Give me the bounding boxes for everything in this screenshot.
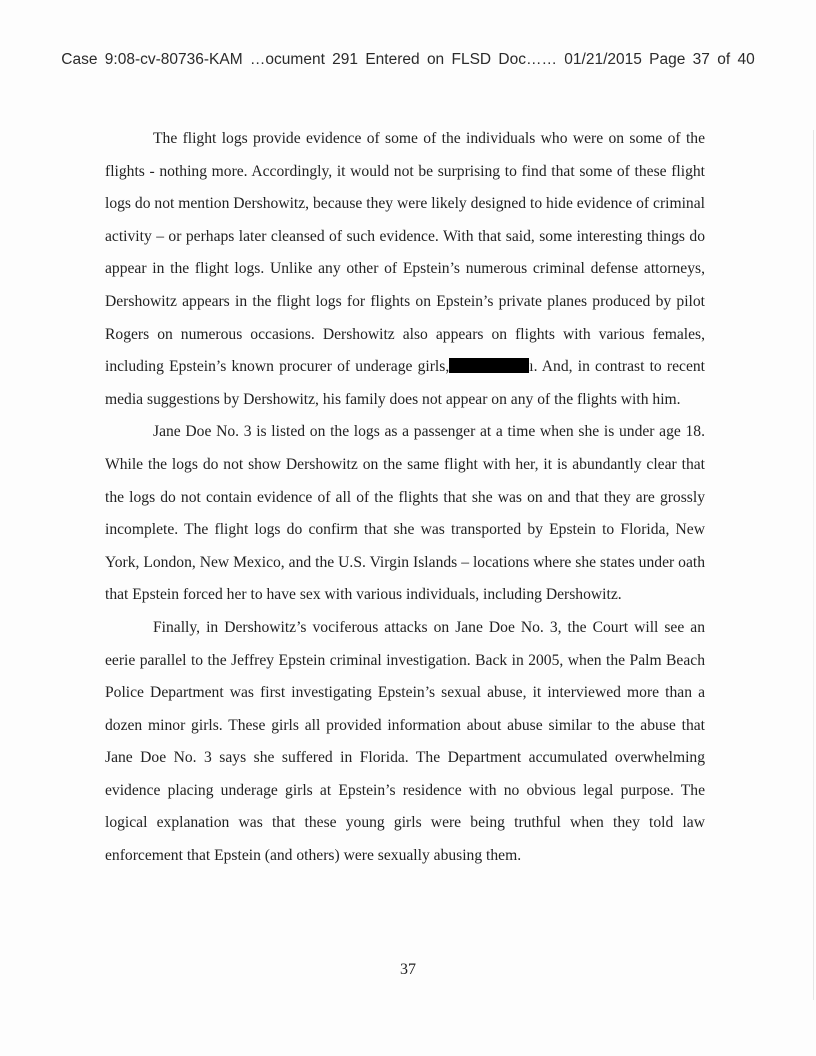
paragraph-text: ı. And, in contrast to recent media suggestions by Dershowitz, his family does not appear on any of the flights with him. bbox=[105, 358, 706, 408]
paragraph-flight-logs bbox=[105, 123, 705, 416]
redaction-block bbox=[449, 358, 529, 373]
document-body bbox=[105, 123, 705, 873]
paragraph-jane-doe: Jane Doe No. 3 is listed on the logs as a passenger at a time when she is under age 18. While the logs do not show Dershowitz on the same flight with her, it is abundantly clear that the logs do not contain evidence of all of the flights that she was on and that they are grossly incomplete. The flight logs do confirm that she was transported by Epstein to Florida, New York, London, New Mexico, and the U.S. Virgin Islands – locations where she states under oath that Epstein forced her to have sex with various individuals, including Dershowitz. bbox=[105, 423, 705, 604]
paragraph-investigation: Finally, in Dershowitz’s vociferous attacks on Jane Doe No. 3, the Court will see an eerie parallel to the Jeffrey Epstein criminal investigation. Back in 2005, when the Palm Beach Police Department was first investigating Epstein’s sexual abuse, it interviewed more than a dozen minor girls. These girls all provided information about abuse similar to the abuse that Jane Doe No. 3 says she suffered in Florida. The Department accumulated overwhelming evidence placing underage girls at Epstein’s residence with no obvious legal purpose. The logical explanation was that these young girls were being truthful when they told law enforcement that Epstein (and others) were sexually abusing them. bbox=[105, 618, 705, 865]
paragraph-text: The flight logs provide evidence of some of the individuals who were on some of the flights - nothing more. Accordingly, it would not be surprising to find that some of these flight logs do not mention Dershowitz, because they were likely designed to hide evidence of criminal activity – or perhaps later cleansed of such evidence. With that said, some interesting things do appear in the flight logs. Unlike any other of Epstein’s numerous criminal defense attorneys, Dershowitz appears in the flight logs for flights on Epstein’s private planes produced by pilot Rogers on numerous occasions. Dershowitz also appears on flights with various females, including Epstein’s known procurer of underage girls, bbox=[105, 130, 705, 376]
scan-edge-line bbox=[813, 130, 814, 1000]
page-number: 37 bbox=[400, 961, 416, 978]
case-header: Case 9:08-cv-80736-KAM …ocument 291 Entered on FLSD Doc…… 01/21/2015 Page 37 of 40 bbox=[61, 51, 755, 68]
